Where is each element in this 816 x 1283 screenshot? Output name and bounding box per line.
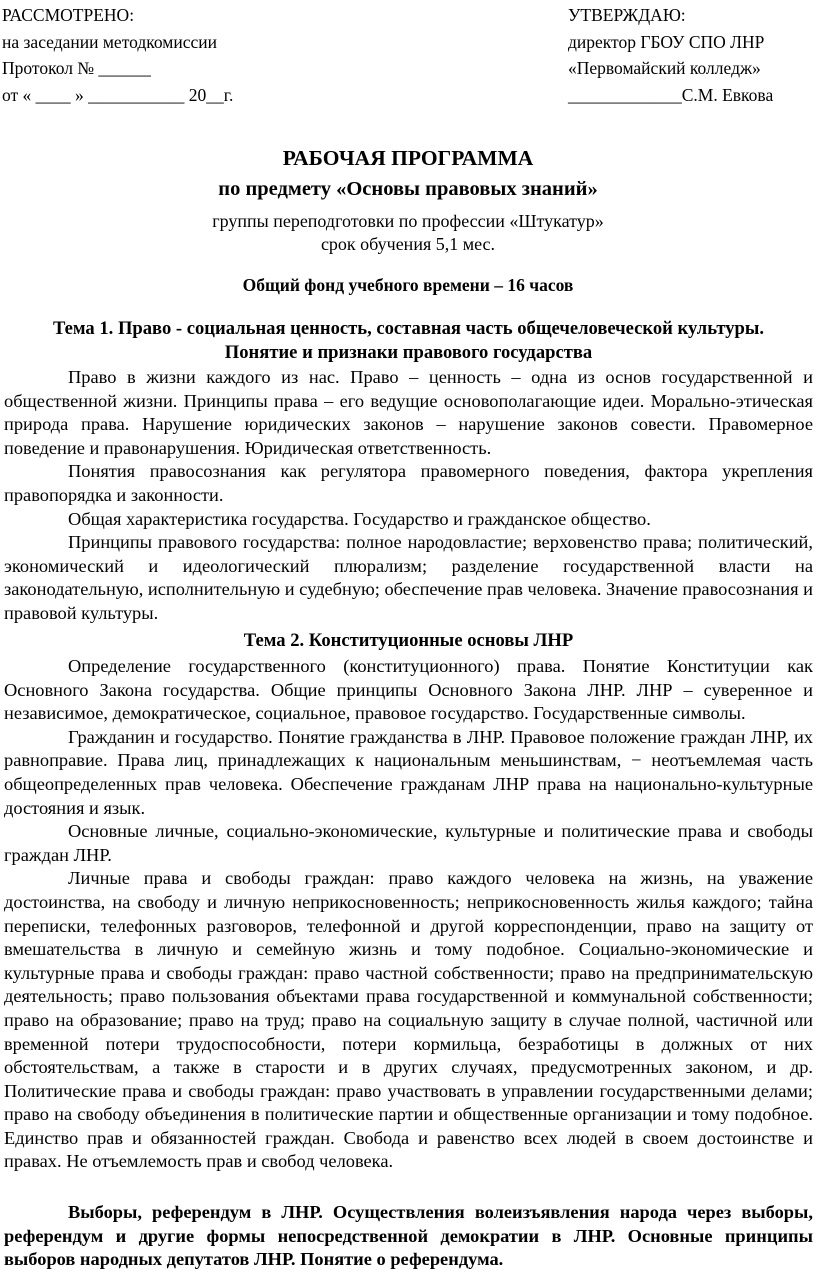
protocol-line: Протокол № ______ bbox=[2, 58, 151, 78]
topic-3-section bbox=[4, 1201, 813, 1272]
director-line: директор ГБОУ СПО ЛНР bbox=[568, 31, 765, 52]
topic-1-heading-line2: Понятие и признаки правового государства bbox=[224, 342, 593, 363]
topic-2-paragraph: Определение государственного (конституционного) права. Понятие Конституции как Основного Закона государства. Общие принципы Основного Закона ЛНР. ЛНР – суверенное и независимое, демократическое, социальное, правовое государство. Государственные символы. bbox=[4, 656, 813, 724]
commission-line: на заседании методкомиссии bbox=[2, 31, 217, 52]
topic-1-heading: Тема 1. Право - социальная ценность, составная часть общечеловеческой культуры. bbox=[52, 318, 765, 339]
considered-label: РАССМОТРЕНО: bbox=[2, 5, 135, 25]
topic-2-paragraph: Основные личные, социально-экономические, культурные и политические права и свободы граждан ЛНР. bbox=[4, 821, 813, 865]
topic-1-paragraph: Общая характеристика государства. Государство и гражданское общество. bbox=[68, 508, 651, 529]
approval-block-considered bbox=[2, 2, 233, 108]
topic-3-heading-paragraph: Выборы, референдум в ЛНР. Осуществления волеизъявления народа через выборы, референдум и другие формы непосредственной демократии в ЛНР. Основные принципы выборов народных депутатов ЛНР. Понятие о референдума. bbox=[4, 1202, 813, 1270]
date-line: от « ____ » ___________ 20__г. bbox=[2, 84, 234, 105]
term-line: срок обучения 5,1 мес. bbox=[320, 234, 496, 254]
document-title: РАБОЧАЯ ПРОГРАММА bbox=[282, 146, 534, 170]
topic-2-section bbox=[4, 629, 813, 1174]
group-line: группы переподготовки по профессии «Штукатур» bbox=[212, 211, 604, 231]
subject-subtitle: по предмету «Основы правовых знаний» bbox=[218, 178, 598, 200]
topic-1-paragraph: Право в жизни каждого из нас. Право – ценность – одна из основ государственной и общественной жизни. Принципы права – его ведущие основополагающие идеи. Морально-этическая природа права. Нарушение юридических законов – нарушение законов совести. Правомерное поведение и правонарушения. Юридическая ответственность. bbox=[4, 367, 813, 458]
college-line: «Первомайский колледж» bbox=[568, 58, 761, 78]
topic-2-heading: Тема 2. Конституционные основы ЛНР bbox=[243, 630, 574, 651]
time-fund-line: Общий фонд учебного времени – 16 часов bbox=[242, 275, 574, 295]
topic-1-paragraph: Понятия правосознания как регулятора правомерного поведения, фактора укрепления правопорядка и законности. bbox=[4, 461, 813, 505]
approval-block-approved bbox=[568, 2, 773, 108]
topic-1-section bbox=[4, 317, 813, 626]
topic-2-paragraph: Гражданин и государство. Понятие гражданства в ЛНР. Правовое положение граждан ЛНР, их равноправие. Права лиц, принадлежащих к национальным меньшинствам, − неотъемлемая часть общеопределенных прав человека. Обеспечение гражданам ЛНР права на национально-культурные достояния и язык. bbox=[4, 726, 813, 818]
approved-label: УТВЕРЖДАЮ: bbox=[568, 5, 686, 25]
topic-1-paragraph: Принципы правового государства: полное народовластие; верховенство права; политический, экономический и идеологический плюрализм; разделение государственной власти на законодательную, исполнительную и судебную; обеспечение прав человека. Значение правосознания и правовой культуры. bbox=[4, 532, 813, 623]
signature-line: _____________С.М. Евкова bbox=[568, 84, 774, 105]
topic-2-paragraph: Личные права и свободы граждан: право каждого человека на жизнь, на уважение достоинства, на свободу и личную неприкосновенность; неприкосновенность жилья каждого; тайна переписки, телефонных разговоров, телефонной и другой корреспонденции, право на защиту от вмешательства в личную и семейную жизнь и тому подобное. Социально-экономические и культурные права и свободы граждан: право частной собственности; право на предпринимательскую деятельность; право пользования объектами права государственной и коммунальной собственности; право на образование; право на труд; право на социальную защиту в случае полной, частичной или временной потери трудоспособности, потери кормильца, безработицы в должных от них обстоятельствам, а также в старости и в других случаях, предусмотренных законом, и др. Политические права и свободы граждан: право участвовать в управлении государственными делами; право на свободу объединения в политические партии и общественные организации и тому подобное. Единство прав и обязанностей граждан. Свобода и равенство всех людей в своем достоинстве и правах. Не отъемлемость прав и свобод человека. bbox=[4, 868, 813, 1172]
